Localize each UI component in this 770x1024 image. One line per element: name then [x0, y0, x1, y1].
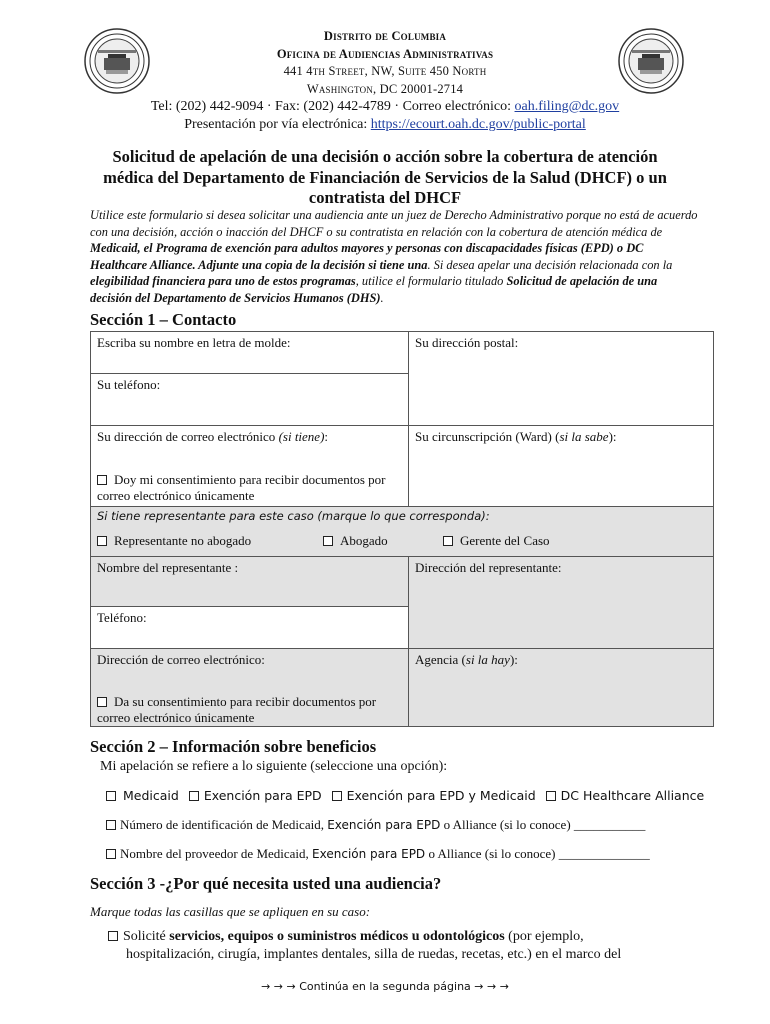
portal-link[interactable]: https://ecourt.oah.dc.gov/public-portal: [370, 117, 586, 132]
rep-case-manager-label: Gerente del Caso: [460, 533, 550, 548]
intro-text-2: . Si desea apelar una decisión relacionada con la: [427, 257, 673, 272]
section1-title: Sección 1 – Contacto: [90, 310, 237, 329]
rep-address-label: Dirección del representante:: [415, 560, 562, 575]
rep-lawyer-checkbox[interactable]: [323, 536, 333, 546]
provider-name-line: [106, 846, 650, 862]
rep-nonlawyer-checkbox[interactable]: [97, 536, 107, 546]
section2-title: Sección 2 – Información sobre beneficios: [90, 737, 377, 756]
reason-1-text-c: (por ejemplo,: [504, 929, 584, 944]
rep-option-lawyer: [317, 530, 394, 552]
header-line4: Washington, DC 20001-2714: [306, 81, 464, 96]
continue-footer: → → → Continúa en la segunda página → → →: [261, 980, 509, 993]
contact-table: [90, 331, 714, 727]
divider: [408, 556, 409, 726]
rep-consent-option: [91, 691, 408, 729]
agency-field[interactable]: [409, 649, 713, 671]
ward-label: Su circunscripción (Ward) (: [415, 429, 560, 444]
agency-label-italic: si la hay: [465, 652, 510, 667]
address-label: Su dirección postal:: [415, 335, 519, 350]
benefit-options: [106, 788, 704, 803]
medicaid-id-line: [106, 817, 645, 833]
divider: [408, 332, 409, 506]
rep-option-nonlawyer: [91, 530, 257, 552]
intro-paragraph: [90, 207, 702, 307]
provider-name-checkbox[interactable]: [106, 849, 116, 859]
ward-label-italic: si la sabe: [559, 429, 609, 444]
reason-1-text-bold: servicios, equipos o suministros médicos u odontológicos: [169, 929, 505, 944]
intro-text-3: , utilice el formulario titulado: [355, 274, 507, 289]
email-label-end: :: [324, 429, 329, 444]
consent-checkbox[interactable]: [97, 475, 107, 485]
email-field[interactable]: [91, 426, 408, 448]
rep-email-label: Dirección de correo electrónico:: [97, 652, 265, 667]
intro-bold-3: Solicitud de apelación de una decisión del Departamento de Servicios Humanos (DHS): [90, 274, 658, 305]
header-line3: 441 4th Street, NW, Suite 450 North: [283, 64, 487, 78]
rep-consent-checkbox[interactable]: [97, 697, 107, 707]
header-contact: [0, 98, 770, 116]
intro-text-4: .: [380, 290, 384, 305]
medicaid-label: Medicaid: [123, 788, 179, 803]
ward-label-end: ):: [608, 429, 617, 444]
alliance-label: DC Healthcare Alliance: [560, 788, 705, 803]
medicaid-id-label-c: o Alliance (si lo conoce) ___________: [440, 817, 646, 832]
section2-prompt: Mi apelación se refiere a lo siguiente (seleccione una opción):: [100, 759, 448, 774]
rep-name-field[interactable]: [91, 557, 408, 579]
section3-prompt: Marque todas las casillas que se apliquen en su caso:: [90, 904, 371, 919]
agency-label-end: ):: [509, 652, 518, 667]
rep-phone-field[interactable]: [91, 607, 408, 629]
rep-prompt: Si tiene representante para este caso (marque lo que corresponda):: [97, 509, 490, 523]
epd-medicaid-checkbox[interactable]: [332, 791, 342, 801]
email-link[interactable]: oah.filing@dc.gov: [514, 99, 620, 114]
rep-name-label: Nombre del representante :: [97, 560, 239, 575]
header-portal: [0, 116, 770, 134]
alliance-checkbox[interactable]: [546, 791, 556, 801]
medicaid-checkbox[interactable]: [106, 791, 116, 801]
medicaid-id-label-b: Exención para EPD: [327, 818, 441, 832]
rep-option-case-manager: [437, 530, 556, 552]
intro-bold-1: Medicaid, el Programa de exención para adultos mayores y personas con discapacidades físicas (EPD) o DC Healthcare Alliance. Adjunte una copia de la decisión si tiene una: [90, 241, 644, 272]
epd-medicaid-label: Exención para EPD y Medicaid: [346, 788, 536, 803]
reason-1-text-a: Solicité: [123, 929, 170, 944]
address-field[interactable]: [409, 332, 713, 354]
phone-label: Su teléfono:: [97, 377, 161, 392]
section3-title: Sección 3 -¿Por qué necesita usted una audiencia?: [90, 874, 442, 893]
email-label-italic: (si tiene): [278, 429, 325, 444]
email-label: Su dirección de correo electrónico: [97, 429, 279, 444]
rep-consent-label: Da su consentimiento para recibir documentos por correo electrónico únicamente: [97, 694, 377, 725]
provider-label-c: o Alliance (si lo conoce) ______________: [425, 846, 650, 861]
office-header: [0, 28, 770, 134]
rep-phone-label: Teléfono:: [97, 610, 147, 625]
rep-lawyer-label: Abogado: [340, 533, 388, 548]
rep-email-field[interactable]: [91, 649, 408, 671]
ward-field[interactable]: [409, 426, 713, 448]
epd-label: Exención para EPD: [203, 788, 322, 803]
rep-case-manager-checkbox[interactable]: [443, 536, 453, 546]
epd-checkbox[interactable]: [189, 791, 199, 801]
provider-label-b: Exención para EPD: [312, 847, 426, 861]
header-line2: Oficina de Audiencias Administrativas: [276, 46, 494, 61]
intro-text-1: Utilice este formulario si desea solicitar una audiencia ante un juez de Derecho Administrativo porque no está de acuerdo con una decisión, acción o inacción del DHCF o su contratista en relación con la cobertura de atención médica de: [90, 208, 698, 239]
reason-1-checkbox[interactable]: [108, 931, 118, 941]
form-title: Solicitud de apelación de una decisión o acción sobre la cobertura de atención médica del Departamento de Financiación de Servicios de la Salud (DHCF) o un contratista del DHCF: [103, 147, 667, 207]
provider-label-a: Nombre del proveedor de Medicaid,: [120, 846, 313, 861]
header-line1: Distrito de Columbia: [323, 29, 447, 43]
reason-item-1-line2: hospitalización, cirugía, implantes dentales, silla de ruedas, recetas, etc.) en el marco del: [126, 947, 622, 962]
medicaid-id-checkbox[interactable]: [106, 820, 116, 830]
portal-text: Presentación por vía electrónica:: [184, 117, 371, 132]
tel-text: Tel: (202) 442-9094 · Fax: (202) 442-4789 · Correo electrónico:: [150, 99, 515, 114]
name-field[interactable]: [91, 332, 408, 354]
agency-label: Agencia (: [415, 652, 466, 667]
name-label: Escriba su nombre en letra de molde:: [97, 335, 291, 350]
rep-nonlawyer-label: Representante no abogado: [114, 533, 252, 548]
phone-field[interactable]: [91, 374, 408, 396]
consent-label: Doy mi consentimiento para recibir documentos por correo electrónico únicamente: [97, 472, 386, 503]
reason-item-1: [108, 929, 584, 945]
rep-address-field[interactable]: [409, 557, 713, 579]
intro-bold-2: elegibilidad financiera para uno de estos programas: [90, 274, 356, 289]
medicaid-id-label-a: Número de identificación de Medicaid,: [120, 817, 328, 832]
consent-option: [91, 469, 408, 507]
